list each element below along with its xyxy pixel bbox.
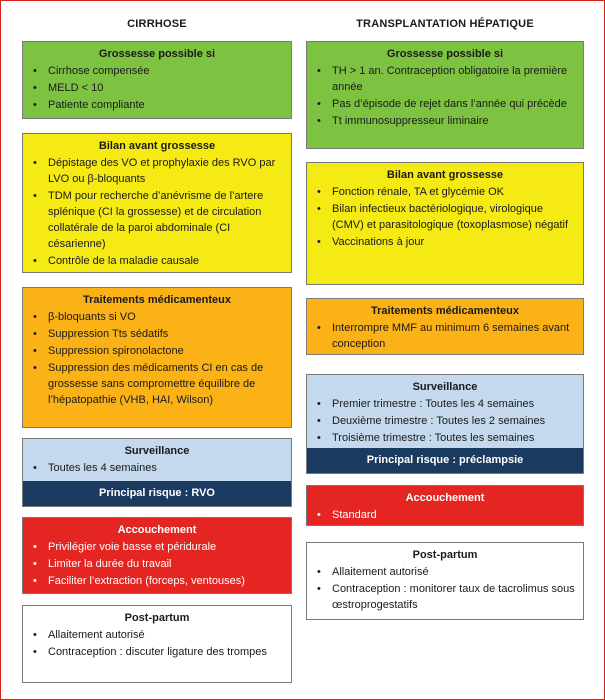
item-list: [307, 564, 583, 613]
list-item: • Tt immunosuppresseur liminaire: [307, 113, 577, 129]
box-title: Bilan avant grossesse: [386, 169, 504, 181]
list-item: • Vaccinations à jour: [307, 234, 577, 250]
item-list: [23, 309, 291, 408]
list-item: • MELD < 10: [23, 80, 285, 96]
column-title-cirrhose: CIRRHOSE: [127, 18, 187, 30]
cirrhose-bilan-box: [22, 133, 292, 273]
box-title: Post-partum: [412, 549, 478, 561]
item-list: [23, 539, 291, 589]
item-list: [23, 63, 291, 113]
item-list: [23, 155, 291, 269]
transplant-traitements-box: [306, 298, 584, 355]
list-item: • Premier trimestre : Toutes les 4 semaines: [307, 396, 577, 412]
list-item: • TH > 1 an. Contraception obligatoire la première année: [307, 63, 577, 95]
box-title: Accouchement: [117, 524, 197, 536]
list-item: • Contraception : discuter ligature des trompes: [23, 644, 285, 660]
box-title: Bilan avant grossesse: [98, 140, 216, 152]
list-item: • Troisième trimestre : Toutes les semaines: [307, 430, 577, 446]
transplant-accouchement-box: [306, 485, 584, 526]
box-title: Traitements médicamenteux: [371, 305, 519, 317]
list-item: • Standard: [307, 507, 577, 523]
transplant-surveillance-box: [306, 374, 584, 474]
transplant-bilan-box: [306, 162, 584, 285]
list-item: • Contrôle de la maladie causale: [23, 253, 285, 269]
box-title: Accouchement: [405, 492, 485, 504]
list-item: • Patiente compliante: [23, 97, 285, 113]
list-item: • Limiter la durée du travail: [23, 556, 285, 572]
box-title: Surveillance: [124, 445, 190, 457]
item-list: [307, 396, 583, 446]
cirrhose-surveillance-box: [22, 438, 292, 507]
list-item: • Contraception : monitorer taux de tacrolimus sous œstroprogestatifs: [307, 581, 577, 613]
item-list: [23, 460, 291, 476]
list-item: • Suppression Tts sédatifs: [23, 326, 285, 342]
list-item: • Suppression spironolactone: [23, 343, 285, 359]
box-title: Grossesse possible si: [98, 48, 216, 60]
item-list: [307, 63, 583, 129]
list-item: • Bilan infectieux bactériologique, virologique (CMV) et parasitologique (toxoplasmose) négatif: [307, 201, 577, 233]
list-item: • Privilégier voie basse et péridurale: [23, 539, 285, 555]
list-item: • Suppression des médicaments CI en cas de grossesse sans compromettre équilibre de l’hépatopathie (VHB, HAI, Wilson): [23, 360, 285, 408]
principal-risk-banner: Principal risque : préclampsie: [307, 448, 583, 473]
item-list: [307, 320, 583, 352]
item-list: [307, 184, 583, 250]
transplant-postpartum-box: [306, 542, 584, 620]
list-item: • Dépistage des VO et prophylaxie des RVO par LVO ou β-bloquants: [23, 155, 285, 187]
box-title: Traitements médicamenteux: [83, 294, 231, 306]
cirrhose-postpartum-box: [22, 605, 292, 683]
box-title: Post-partum: [124, 612, 190, 624]
cirrhose-grossesse-box: [22, 41, 292, 119]
list-item: • Interrompre MMF au minimum 6 semaines avant conception: [307, 320, 577, 352]
list-item: • Faciliter l’extraction (forceps, ventouses): [23, 573, 285, 589]
item-list: [307, 507, 583, 523]
list-item: • Allaitement autorisé: [23, 627, 285, 643]
cirrhose-traitements-box: [22, 287, 292, 428]
box-title: Surveillance: [412, 381, 478, 393]
cirrhose-accouchement-box: [22, 517, 292, 594]
list-item: • Deuxième trimestre : Toutes les 2 semaines: [307, 413, 577, 429]
list-item: • Toutes les 4 semaines: [23, 460, 285, 476]
list-item: • Pas d’épisode de rejet dans l’année qui précède: [307, 96, 577, 112]
box-title: Grossesse possible si: [386, 48, 504, 60]
principal-risk-banner: Principal risque : RVO: [23, 481, 291, 506]
list-item: • Cirrhose compensée: [23, 63, 285, 79]
list-item: • Allaitement autorisé: [307, 564, 577, 580]
list-item: • TDM pour recherche d’anévrisme de l’artere splénique (CI la grossesse) et de circulation collatérale de la paroi abdominale (CI césarienne): [23, 188, 285, 252]
list-item: • Fonction rénale, TA et glycémie OK: [307, 184, 577, 200]
column-title-transplantation: TRANSPLANTATION HÉPATIQUE: [356, 18, 534, 30]
transplant-grossesse-box: [306, 41, 584, 149]
item-list: [23, 627, 291, 660]
list-item: • β-bloquants si VO: [23, 309, 285, 325]
